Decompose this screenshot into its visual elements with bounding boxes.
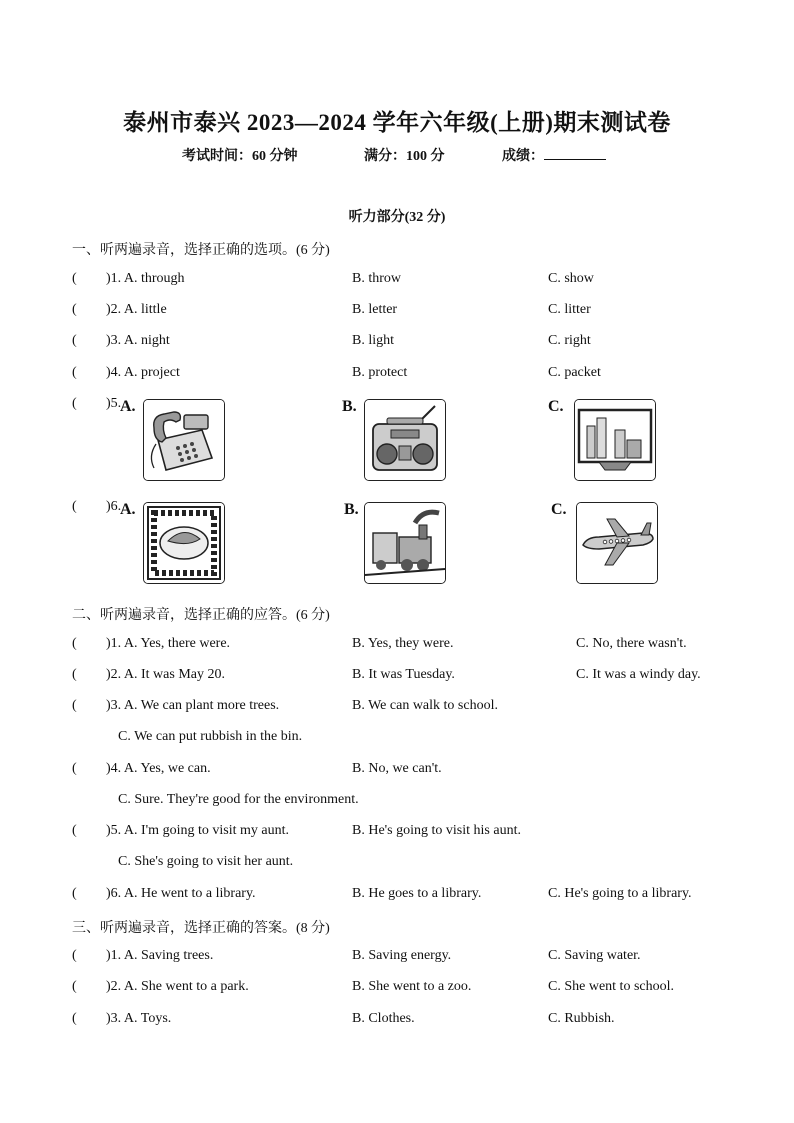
option-b: B. light	[352, 333, 395, 348]
answer-paren[interactable]: (	[72, 667, 77, 682]
score-label: 成绩：	[502, 149, 544, 164]
option-a: )2. A. It was May 20.	[106, 667, 225, 682]
question-row	[0, 1011, 794, 1033]
option-b: B. protect	[352, 365, 408, 380]
answer-paren[interactable]: (	[72, 761, 77, 776]
question-row	[0, 761, 794, 783]
option-a: )3. A. night	[106, 333, 170, 348]
answer-paren[interactable]: (	[72, 396, 77, 411]
option-b: B. He's going to visit his aunt.	[352, 823, 521, 838]
section-2-heading: 二、听两遍录音，选择正确的应答。(6 分)	[72, 608, 330, 623]
answer-paren[interactable]: (	[72, 365, 77, 380]
option-b: B. We can walk to school.	[352, 698, 498, 713]
option-c: C. He's going to a library.	[548, 886, 692, 901]
option-c-label: C.	[551, 501, 567, 518]
television-icon[interactable]	[574, 399, 656, 481]
option-c-label: C.	[548, 398, 564, 415]
answer-paren[interactable]: (	[72, 636, 77, 651]
question-row	[0, 365, 794, 387]
exam-time: 考试时间：60 分钟	[182, 149, 298, 164]
answer-paren[interactable]: (	[72, 333, 77, 348]
picture-question-6	[0, 499, 794, 589]
section-1-heading: 一、听两遍录音，选择正确的选项。(6 分)	[72, 243, 330, 258]
option-c: C. right	[548, 333, 591, 348]
option-b: B. throw	[352, 271, 401, 286]
picture-question-5	[0, 396, 794, 486]
option-a-label: A.	[120, 398, 136, 415]
option-b: B. No, we can't.	[352, 761, 442, 776]
answer-paren[interactable]: (	[72, 302, 77, 317]
option-a: )4. A. Yes, we can.	[106, 761, 211, 776]
question-row	[0, 333, 794, 355]
telephone-icon[interactable]	[143, 399, 225, 481]
radio-icon[interactable]	[364, 399, 446, 481]
answer-paren[interactable]: (	[72, 698, 77, 713]
listening-part-title: 听力部分(32 分)	[348, 210, 446, 225]
option-a: )1. A. Yes, there were.	[106, 636, 231, 651]
airplane-icon[interactable]	[576, 502, 658, 584]
question-row-continued	[0, 854, 794, 876]
option-b: B. Yes, they were.	[352, 636, 454, 651]
section-3-heading: 三、听两遍录音，选择正确的答案。(8 分)	[72, 921, 330, 936]
question-row	[0, 948, 794, 970]
option-a: )6. A. He went to a library.	[106, 886, 256, 901]
question-row	[0, 886, 794, 908]
option-c: C. litter	[548, 302, 591, 317]
option-b: B. letter	[352, 302, 398, 317]
option-a: )4. A. project	[106, 365, 180, 380]
option-c: C. Rubbish.	[548, 1011, 615, 1026]
question-row-continued	[0, 729, 794, 751]
option-c: C. We can put rubbish in the bin.	[118, 729, 303, 744]
answer-paren[interactable]: (	[72, 948, 77, 963]
train-icon[interactable]	[364, 502, 446, 584]
answer-paren[interactable]: (	[72, 499, 77, 514]
question-number: )5.	[106, 396, 122, 411]
option-c: C. Saving water.	[548, 948, 641, 963]
question-row	[0, 823, 794, 845]
option-b: B. Clothes.	[352, 1011, 415, 1026]
question-row	[0, 979, 794, 1001]
option-b: B. Saving energy.	[352, 948, 452, 963]
option-a: )2. A. She went to a park.	[106, 979, 249, 994]
score-field[interactable]	[502, 145, 606, 165]
option-c: C. show	[548, 271, 594, 286]
option-b: B. She went to a zoo.	[352, 979, 472, 994]
option-b-label: B.	[342, 398, 357, 415]
answer-paren[interactable]: (	[72, 271, 77, 286]
option-a: )1. A. through	[106, 271, 185, 286]
page-title: 泰州市泰兴 2023—2024 学年六年级(上册)期末测试卷	[123, 110, 671, 135]
option-a: )3. A. Toys.	[106, 1011, 172, 1026]
score-blank[interactable]	[544, 147, 606, 160]
question-row	[0, 302, 794, 324]
option-a: )5. A. I'm going to visit my aunt.	[106, 823, 289, 838]
option-b: B. He goes to a library.	[352, 886, 482, 901]
option-b-label: B.	[344, 501, 359, 518]
answer-paren[interactable]: (	[72, 979, 77, 994]
option-c: C. It was a windy day.	[576, 667, 701, 682]
question-row	[0, 698, 794, 720]
answer-paren[interactable]: (	[72, 823, 77, 838]
option-c: C. She went to school.	[548, 979, 674, 994]
answer-paren[interactable]: (	[72, 886, 77, 901]
question-number: )6.	[106, 499, 122, 514]
option-c: C. packet	[548, 365, 601, 380]
option-b: B. It was Tuesday.	[352, 667, 455, 682]
question-row	[0, 636, 794, 658]
option-a: )2. A. little	[106, 302, 167, 317]
plate-icon[interactable]	[143, 502, 225, 584]
question-row	[0, 271, 794, 293]
question-row-continued	[0, 792, 794, 814]
option-a: )3. A. We can plant more trees.	[106, 698, 280, 713]
option-a-label: A.	[120, 501, 136, 518]
option-c: C. No, there wasn't.	[576, 636, 687, 651]
option-c: C. She's going to visit her aunt.	[118, 854, 294, 869]
option-c: C. Sure. They're good for the environment.	[118, 792, 359, 807]
answer-paren[interactable]: (	[72, 1011, 77, 1026]
question-row	[0, 667, 794, 689]
full-score: 满分：100 分	[364, 149, 445, 164]
option-a: )1. A. Saving trees.	[106, 948, 214, 963]
